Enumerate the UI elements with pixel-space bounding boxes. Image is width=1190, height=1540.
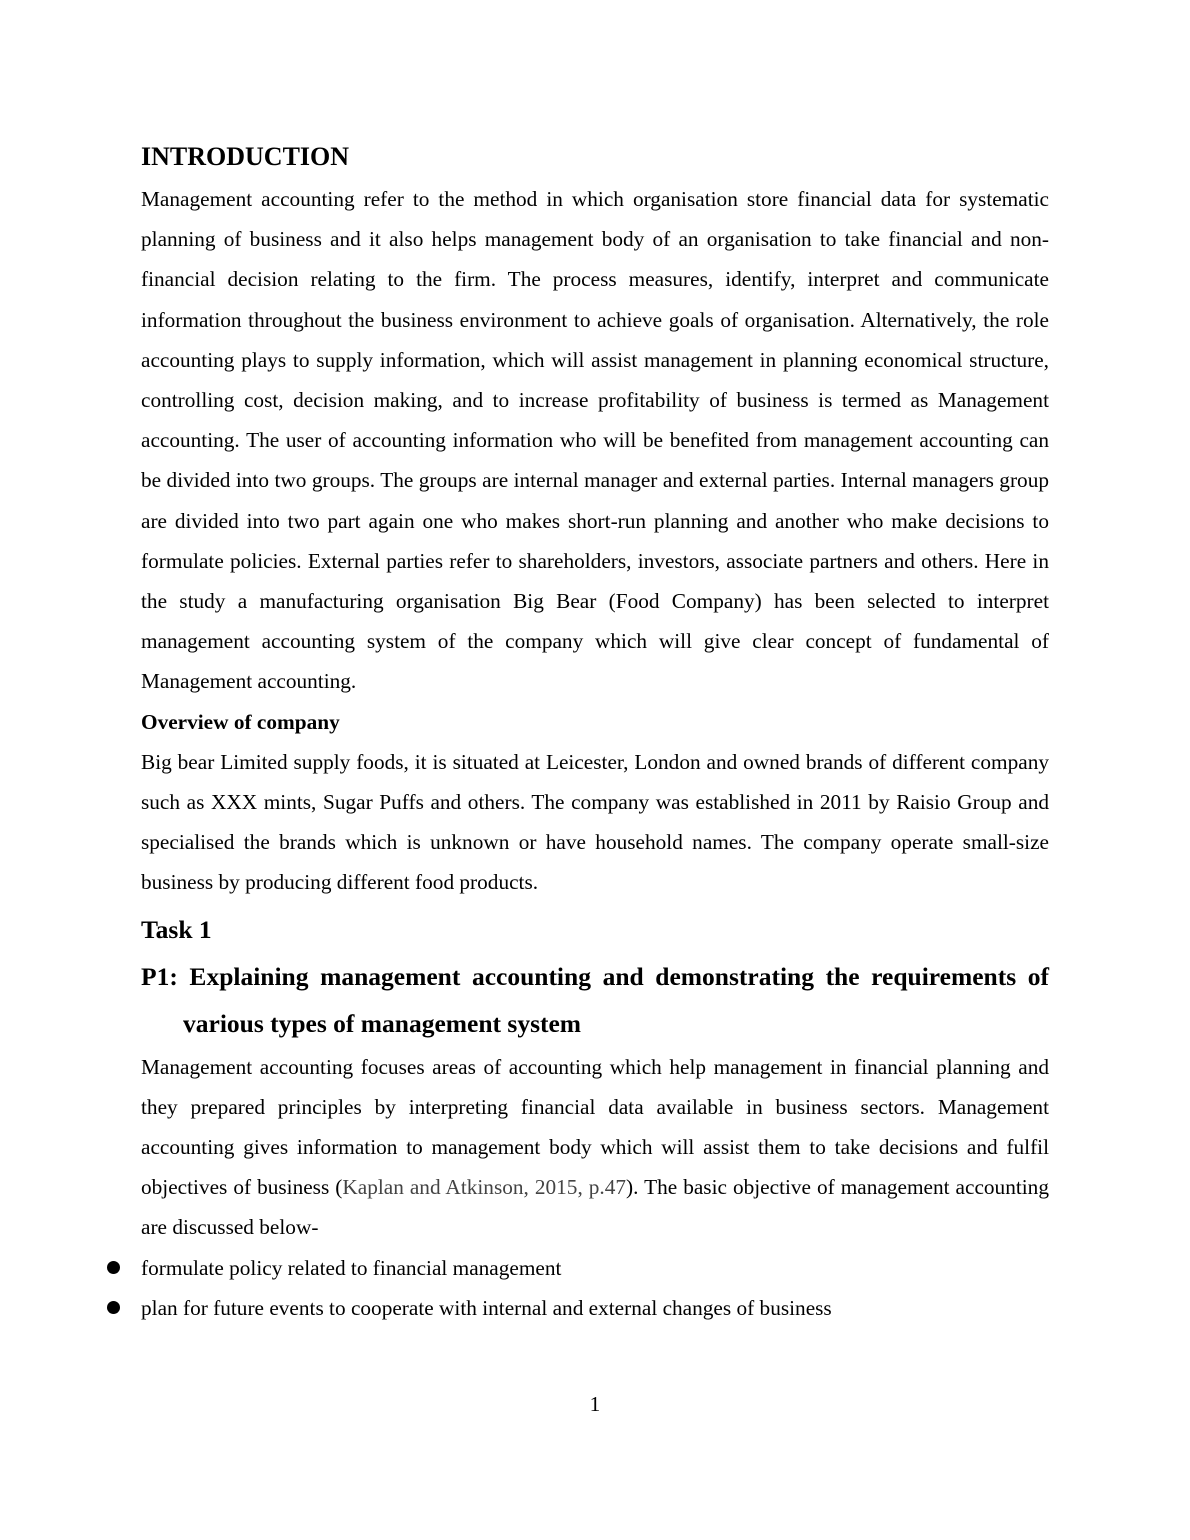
bullet-icon	[107, 1261, 120, 1274]
list-item	[141, 1288, 1049, 1328]
list-item	[141, 1248, 1049, 1288]
introduction-heading: INTRODUCTION	[141, 142, 350, 171]
task-1-paragraph-text-start: Management accounting focuses areas of accounting which help management in financial planning and they prepared principles by interpreting financial data available in business sectors. Management accounting gives information to management body which will assist them to take decisions and fulfil objectives of business (	[141, 1054, 1049, 1200]
introduction-paragraph: Management accounting refer to the method in which organisation store financial data for systematic planning of business and it also helps management body of an organisation to take financial and non-financial decision relating to the firm. The process measures, identify, interpret and communicate information throughout the business environment to achieve goals of organisation. Alternatively, the role accounting plays to supply information, which will assist management in planning economical structure, controlling cost, decision making, and to increase profitability of business is termed as Management accounting. The user of accounting information who will be benefited from management accounting can be divided into two groups. The groups are internal manager and external parties. Internal managers group are divided into two part again one who makes short-run planning and another who make decisions to formulate policies. External parties refer to shareholders, investors, associate partners and others. Here in the study a manufacturing organisation Big Bear (Food Company) has been selected to interpret management accounting system of the company which will give clear concept of fundamental of Management accounting.	[141, 187, 1049, 694]
overview-paragraph: Big bear Limited supply foods, it is situated at Leicester, London and owned brands of different company such as XXX mints, Sugar Puffs and others. The company was established in 2011 by Raisio Group and specialised the brands which is unknown or have household names. The company operate small-size business by producing different food products.	[141, 749, 1049, 895]
page-content	[141, 137, 1049, 1328]
list-item-text: formulate policy related to financial management	[141, 1255, 562, 1280]
task-1-heading: Task 1	[141, 914, 212, 944]
p1-subheading: P1: Explaining management accounting and demonstrating the requirements of various types of management system	[141, 961, 1049, 1038]
objectives-list	[141, 1248, 1049, 1328]
page-number: 1	[589, 1392, 601, 1416]
overview-heading: Overview of company	[141, 709, 340, 734]
citation: Kaplan and Atkinson, 2015, p.47	[342, 1175, 627, 1200]
task-1-paragraph	[141, 1047, 1049, 1248]
bullet-icon	[107, 1301, 120, 1314]
task-1-paragraph-text-end: ). The basic objective of management accounting are discussed below-	[141, 1175, 1049, 1240]
list-item-text: plan for future events to cooperate with internal and external changes of business	[141, 1295, 832, 1320]
